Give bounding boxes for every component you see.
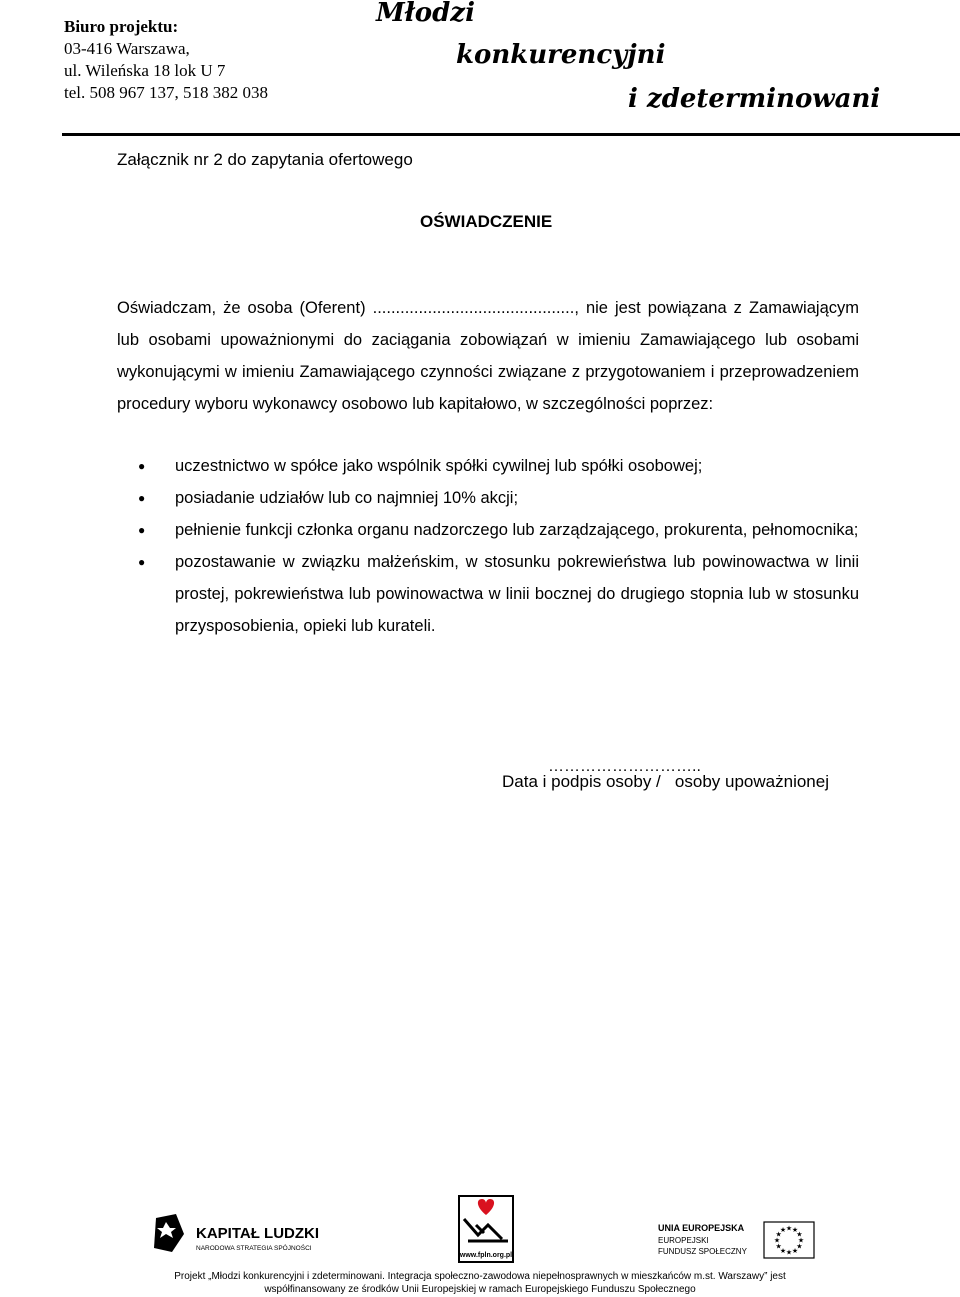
- list-item: ● pozostawanie w związku małżeńskim, w stosunku pokrewieństwa lub powinowactwa w linii prostej, pokrewieństwa lub powinowactwa w linii bocznej do drugiego stopnia lub w stosunku przysposobienia, opieki lub kurateli.: [138, 546, 859, 642]
- annex-reference: Załącznik nr 2 do zapytania ofertowego: [117, 150, 413, 169]
- slogan-line-1: Młodzi: [376, 0, 475, 28]
- eu-star-icon: ★: [785, 1249, 793, 1257]
- eu-star-icon: ★: [797, 1237, 805, 1245]
- list-item: ● posiadanie udziałów lub co najmniej 10% akcji;: [138, 482, 859, 514]
- footer-line-2: współfinansowany ze środków Unii Europejskiej w ramach Europejskiego Funduszu Społecznego: [264, 1284, 696, 1295]
- bullet-icon: ●: [138, 555, 146, 569]
- eu-star-icon: ★: [775, 1243, 782, 1251]
- relation-list: [138, 450, 859, 642]
- eu-line1: UNIA EUROPEJSKA: [658, 1223, 745, 1233]
- list-item: ● uczestnictwo w spółce jako wspólnik spółki cywilnej lub spółki osobowej;: [138, 450, 859, 482]
- office-street-line: ul. Wileńska 18 lok U 7: [64, 61, 226, 80]
- kapital-ludzki-logo: [148, 1208, 348, 1263]
- bullet-icon: ●: [138, 459, 146, 473]
- eu-star-icon: ★: [785, 1225, 793, 1233]
- statement-intro: Oświadczam, że osoba (Oferent) ............................................, nie jest powiązana z Zamawiającym lub osobami upoważnionymi do zaciągania zobowiązań w imieniu Zamawiającego lub osobami wykonującymi w imieniu Zamawiającego czynności związane z przygotowaniem i przeprowadzeniem procedury wyboru wykonawcy osobowo lub kapitałowo, w szczególności poprzez:: [117, 299, 859, 413]
- document-title: OŚWIADCZENIE: [420, 212, 553, 231]
- kl-star-emblem-icon: [154, 1214, 184, 1252]
- office-address-line: 03-416 Warszawa,: [64, 39, 190, 58]
- eu-star-icon: ★: [779, 1227, 787, 1235]
- list-item: ● pełnienie funkcji członka organu nadzorczego lub zarządzającego, prokurenta, pełnomocnika;: [138, 514, 859, 546]
- fpln-url: www.fpln.org.pl: [459, 1252, 513, 1259]
- fpln-logo: [458, 1195, 514, 1263]
- kl-subtitle: NARODOWA STRATEGIA SPÓJNOŚCI: [196, 1245, 312, 1252]
- signature-line: ………………………..: [548, 758, 701, 775]
- eu-star-icon: ★: [779, 1247, 787, 1255]
- eu-star-icon: ★: [796, 1243, 803, 1251]
- eu-star-icon: ★: [775, 1231, 782, 1239]
- eu-star-icon: ★: [791, 1227, 799, 1235]
- kl-title: KAPITAŁ LUDZKI: [196, 1225, 320, 1242]
- signature-caption: Data i podpis osoby / osoby upoważnionej: [502, 772, 829, 791]
- project-office-block: [64, 16, 268, 104]
- bullet-icon: ●: [138, 523, 146, 537]
- footer-line-1: Projekt „Młodzi konkurencyjni i zdeterminowani. Integracja społeczno-zawodowa niepełnosprawnych w mieszkańców m.st. Warszawy” jest: [174, 1271, 786, 1282]
- slogan-line-2: konkurencyjni: [456, 40, 666, 70]
- slogan-line-3: i zdeterminowani: [628, 84, 881, 114]
- office-label: Biuro projektu:: [64, 17, 179, 36]
- eu-line2: EUROPEJSKI: [658, 1236, 709, 1245]
- header-divider: [62, 133, 960, 136]
- bullet-icon: ●: [138, 491, 146, 505]
- office-phone-line: tel. 508 967 137, 518 382 038: [64, 83, 268, 102]
- eu-star-icon: ★: [796, 1231, 803, 1239]
- eu-star-icon: ★: [791, 1247, 799, 1255]
- eu-logo: [658, 1220, 818, 1260]
- eu-line3: FUNDUSZ SPOŁECZNY: [658, 1247, 747, 1256]
- eu-star-icon: ★: [773, 1237, 781, 1245]
- statement-body: [117, 292, 859, 420]
